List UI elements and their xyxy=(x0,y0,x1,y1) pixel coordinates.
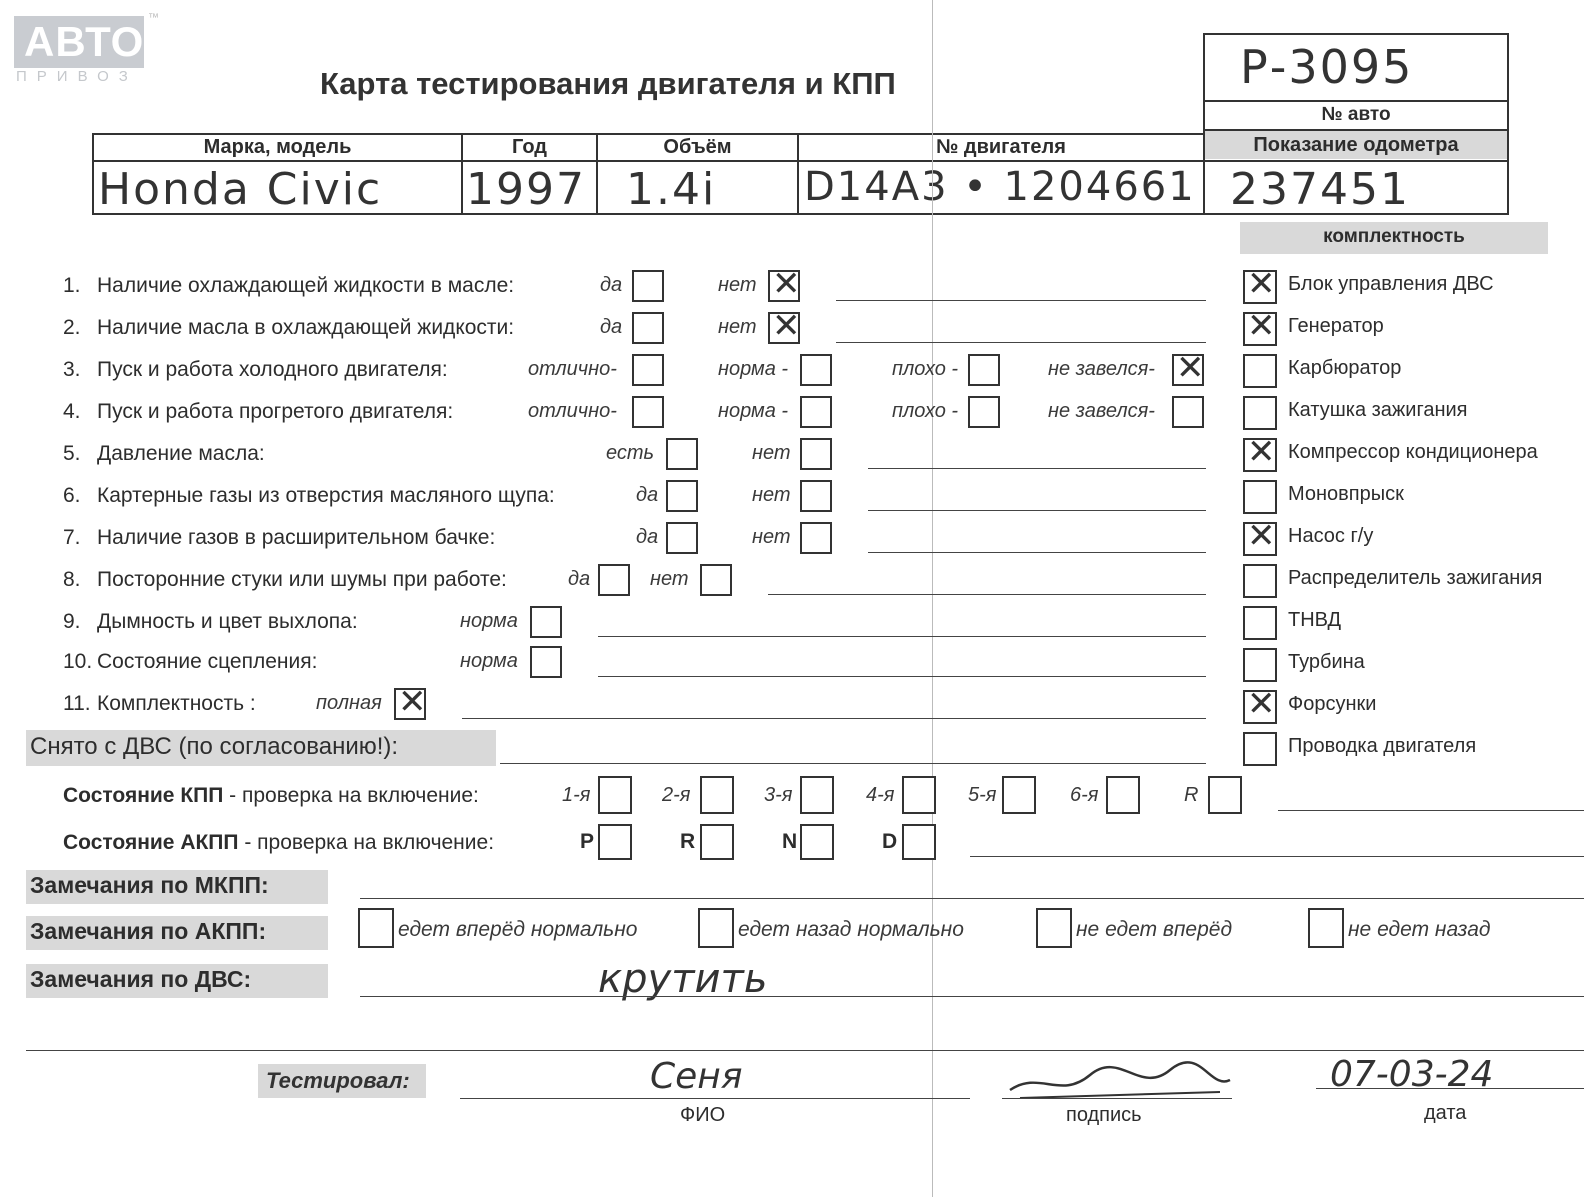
question-option-label: норма xyxy=(460,650,518,672)
auto-number-divider xyxy=(1203,100,1509,102)
komplektnost-checkbox[interactable] xyxy=(1243,564,1277,598)
question-option-checkbox[interactable] xyxy=(800,438,832,470)
remarks-dvs-value: крутить xyxy=(598,956,768,1002)
question-option-label: нет xyxy=(752,484,791,506)
question-number: 3. xyxy=(63,358,81,381)
question-option-label: нет xyxy=(752,442,791,464)
question-option-checkbox[interactable] xyxy=(666,438,698,470)
akpp-gear-checkbox[interactable] xyxy=(902,824,936,860)
question-option-checkbox[interactable] xyxy=(768,312,800,344)
komplektnost-checkbox[interactable] xyxy=(1243,438,1277,472)
question-option-checkbox[interactable] xyxy=(530,646,562,678)
komplektnost-checkbox[interactable] xyxy=(1243,522,1277,556)
kpp-gear-checkbox[interactable] xyxy=(1208,776,1242,814)
akpp-gear-label: N xyxy=(782,830,798,853)
col-volume-header: Объём xyxy=(663,136,732,158)
komplektnost-checkbox[interactable] xyxy=(1243,648,1277,682)
kpp-label-rest: - проверка на включение: xyxy=(223,784,479,807)
question-answer-line xyxy=(462,718,1206,719)
akpp-label xyxy=(63,831,494,855)
logo-sub: ПРИВОЗ xyxy=(16,68,138,85)
question-option-label: нет xyxy=(718,274,757,296)
question-option-label: да xyxy=(636,526,659,548)
question-option-checkbox[interactable] xyxy=(632,396,664,428)
kpp-gear-checkbox[interactable] xyxy=(1002,776,1036,814)
logo xyxy=(14,16,144,85)
akpp-gear-checkbox[interactable] xyxy=(800,824,834,860)
question-text: Картерные газы из отверстия масляного щупа: xyxy=(97,484,555,507)
question-option-label: нет xyxy=(752,526,791,548)
question-option-label: плохо - xyxy=(892,400,959,422)
komplektnost-checkbox[interactable] xyxy=(1243,312,1277,346)
question-text: Комплектность : xyxy=(97,692,256,715)
akpp-gear-label: R xyxy=(680,830,696,853)
remarks-dvs-label: Замечания по ДВС: xyxy=(30,966,252,992)
question-number: 2. xyxy=(63,316,81,339)
kpp-gear-label: 3-я xyxy=(764,784,793,806)
col-odometer-header: Показание одометра xyxy=(1253,134,1459,156)
kpp-gear-label: 6-я xyxy=(1070,784,1099,806)
kpp-gear-label: 4-я xyxy=(866,784,895,806)
remarks-akpp-label: Замечания по АКПП: xyxy=(30,918,267,944)
komplektnost-checkbox[interactable] xyxy=(1243,354,1277,388)
question-option-label: полная xyxy=(316,692,382,714)
kpp-label xyxy=(63,784,479,808)
fio-line xyxy=(460,1098,970,1099)
akpp-gear-checkbox[interactable] xyxy=(598,824,632,860)
fio-caption: ФИО xyxy=(680,1104,726,1126)
kpp-gear-checkbox[interactable] xyxy=(700,776,734,814)
question-text: Наличие масла в охлаждающей жидкости: xyxy=(97,316,515,339)
question-option-label: отлично- xyxy=(528,358,617,380)
remarks-dvs-line xyxy=(360,996,1584,997)
fio-value: Сеня xyxy=(650,1056,743,1097)
auto-number-value: Р-3095 xyxy=(1240,40,1414,94)
akpp-remark-checkbox[interactable] xyxy=(1308,908,1344,948)
question-option-label: нет xyxy=(718,316,757,338)
question-option-checkbox[interactable] xyxy=(800,354,832,386)
question-option-label: да xyxy=(600,316,623,338)
sign-line xyxy=(1002,1098,1232,1099)
akpp-remark-checkbox[interactable] xyxy=(1036,908,1072,948)
question-answer-line xyxy=(598,636,1206,637)
komplektnost-item-label: Распределитель зажигания xyxy=(1288,567,1543,589)
komplektnost-checkbox[interactable] xyxy=(1243,732,1277,766)
question-text: Дымность и цвет выхлопа: xyxy=(97,610,358,633)
question-answer-line xyxy=(868,510,1206,511)
question-option-label: есть xyxy=(606,442,655,464)
kpp-gear-checkbox[interactable] xyxy=(902,776,936,814)
akpp-remark-checkbox[interactable] xyxy=(698,908,734,948)
question-text: Пуск и работа прогретого двигателя: xyxy=(97,400,454,423)
remarks-mkpp-line xyxy=(360,898,1584,899)
question-option-checkbox[interactable] xyxy=(666,522,698,554)
signature-mark xyxy=(1000,1050,1240,1110)
question-number: 4. xyxy=(63,400,81,423)
question-number: 6. xyxy=(63,484,81,507)
question-option-checkbox[interactable] xyxy=(1172,354,1204,386)
question-option-checkbox[interactable] xyxy=(632,270,664,302)
akpp-label-rest: - проверка на включение: xyxy=(238,831,495,854)
komplektnost-title: комплектность xyxy=(1323,226,1465,247)
engine-value: D14A3 • 1204661 xyxy=(804,164,1196,210)
question-option-checkbox[interactable] xyxy=(666,480,698,512)
question-answer-line xyxy=(836,342,1206,343)
kpp-gear-label: R xyxy=(1184,784,1199,806)
question-option-checkbox[interactable] xyxy=(768,270,800,302)
komplektnost-item-label: Турбина xyxy=(1288,651,1365,673)
question-text: Посторонние стуки или шумы при работе: xyxy=(97,568,507,591)
remarks-mkpp-label: Замечания по МКПП: xyxy=(30,872,269,898)
kpp-gear-label: 1-я xyxy=(562,784,591,806)
akpp-remark-label: не едет вперёд xyxy=(1076,918,1233,941)
question-text: Наличие охлаждающей жидкости в масле: xyxy=(97,274,515,297)
kpp-gear-checkbox[interactable] xyxy=(1106,776,1140,814)
question-option-checkbox[interactable] xyxy=(632,354,664,386)
question-option-label: не завелся- xyxy=(1048,400,1155,422)
komplektnost-checkbox[interactable] xyxy=(1243,480,1277,514)
volume-value: 1.4i xyxy=(626,164,717,215)
logo-main: АВТО xyxy=(14,16,144,68)
kpp-gear-label: 5-я xyxy=(968,784,997,806)
tested-label: Тестировал: xyxy=(266,1068,410,1093)
question-answer-line xyxy=(768,594,1206,595)
make-value: Honda Civic xyxy=(98,164,383,215)
akpp-gear-label: P xyxy=(580,830,595,853)
akpp-remark-checkbox[interactable] xyxy=(358,908,394,948)
logo-tm: ™ xyxy=(148,12,159,24)
col-make-header: Марка, модель xyxy=(203,136,352,158)
akpp-remark-label: едет назад нормально xyxy=(738,918,964,941)
komplektnost-item-label: Проводка двигателя xyxy=(1288,735,1477,757)
question-option-checkbox[interactable] xyxy=(800,396,832,428)
question-option-label: нет xyxy=(650,568,689,590)
akpp-label-bold: Состояние АКПП xyxy=(63,831,239,854)
komplektnost-item-label: Компрессор кондиционера xyxy=(1288,441,1538,463)
komplektnost-item-label: Насос г/у xyxy=(1288,525,1374,547)
date-line xyxy=(1316,1088,1584,1089)
odometer-value: 237451 xyxy=(1230,164,1410,215)
akpp-gear-label: D xyxy=(882,830,898,853)
col-year-header: Год xyxy=(512,136,547,158)
akpp-remark-label: не едет назад xyxy=(1348,918,1491,941)
question-option-checkbox[interactable] xyxy=(800,480,832,512)
question-number: 7. xyxy=(63,526,81,549)
fold-line xyxy=(932,0,933,1197)
question-text: Состояние сцепления: xyxy=(97,650,318,673)
komplektnost-item-label: Моновпрыск xyxy=(1288,483,1404,505)
question-option-label: отлично- xyxy=(528,400,617,422)
question-answer-line xyxy=(868,468,1206,469)
komplektnost-item-label: Катушка зажигания xyxy=(1288,399,1468,421)
footer-separator xyxy=(26,1050,1584,1051)
question-number: 1. xyxy=(63,274,81,297)
question-option-checkbox[interactable] xyxy=(700,564,732,596)
col-engine-header: № двигателя xyxy=(936,136,1066,158)
komplektnost-item-label: Форсунки xyxy=(1288,693,1377,715)
date-caption: дата xyxy=(1424,1102,1467,1124)
komplektnost-checkbox[interactable] xyxy=(1243,270,1277,304)
question-option-label: норма - xyxy=(718,400,789,422)
kpp-gear-checkbox[interactable] xyxy=(800,776,834,814)
question-option-label: да xyxy=(636,484,659,506)
komplektnost-checkbox[interactable] xyxy=(1243,396,1277,430)
page-title: Карта тестирования двигателя и КПП xyxy=(320,66,896,101)
date-value: 07-03-24 xyxy=(1330,1054,1494,1095)
question-number: 5. xyxy=(63,442,81,465)
komplektnost-item-label: Карбюратор xyxy=(1288,357,1402,379)
kpp-line xyxy=(1278,810,1584,811)
question-answer-line xyxy=(868,552,1206,553)
year-value: 1997 xyxy=(466,164,586,215)
akpp-gear-checkbox[interactable] xyxy=(700,824,734,860)
question-option-checkbox[interactable] xyxy=(968,396,1000,428)
komplektnost-item-label: Блок управления ДВС xyxy=(1288,273,1494,295)
question-number: 8. xyxy=(63,568,81,591)
question-option-checkbox[interactable] xyxy=(530,606,562,638)
akpp-line xyxy=(970,856,1584,857)
question-text: Давление масла: xyxy=(97,442,265,465)
question-option-label: норма xyxy=(460,610,518,632)
question-option-label: не завелся- xyxy=(1048,358,1155,380)
auto-number-label: № авто xyxy=(1321,104,1391,125)
question-answer-line xyxy=(598,676,1206,677)
komplektnost-item-label: ТНВД xyxy=(1288,609,1342,631)
question-option-checkbox[interactable] xyxy=(394,688,426,720)
question-answer-line xyxy=(836,300,1206,301)
question-number: 9. xyxy=(63,610,81,633)
question-number: 10. xyxy=(63,650,93,673)
komplektnost-item-label: Генератор xyxy=(1288,315,1384,337)
question-option-checkbox[interactable] xyxy=(968,354,1000,386)
question-option-label: да xyxy=(600,274,623,296)
removed-label: Снято с ДВС (по согласованию!): xyxy=(30,733,399,760)
question-option-label: плохо - xyxy=(892,358,959,380)
komplektnost-checkbox[interactable] xyxy=(1243,606,1277,640)
question-text: Наличие газов в расширительном бачке: xyxy=(97,526,496,549)
header-table-divider xyxy=(92,160,1509,162)
sign-caption: подпись xyxy=(1066,1104,1142,1126)
question-number: 11. xyxy=(63,692,91,715)
question-option-label: норма - xyxy=(718,358,789,380)
kpp-gear-label: 2-я xyxy=(662,784,691,806)
question-option-checkbox[interactable] xyxy=(1172,396,1204,428)
question-option-checkbox[interactable] xyxy=(800,522,832,554)
question-option-label: да xyxy=(568,568,591,590)
komplektnost-checkbox[interactable] xyxy=(1243,690,1277,724)
akpp-remark-label: едет вперёд нормально xyxy=(398,918,638,941)
kpp-gear-checkbox[interactable] xyxy=(598,776,632,814)
question-option-checkbox[interactable] xyxy=(632,312,664,344)
kpp-label-bold: Состояние КПП xyxy=(63,784,224,807)
removed-line xyxy=(500,763,1206,764)
question-text: Пуск и работа холодного двигателя: xyxy=(97,358,448,381)
question-option-checkbox[interactable] xyxy=(598,564,630,596)
